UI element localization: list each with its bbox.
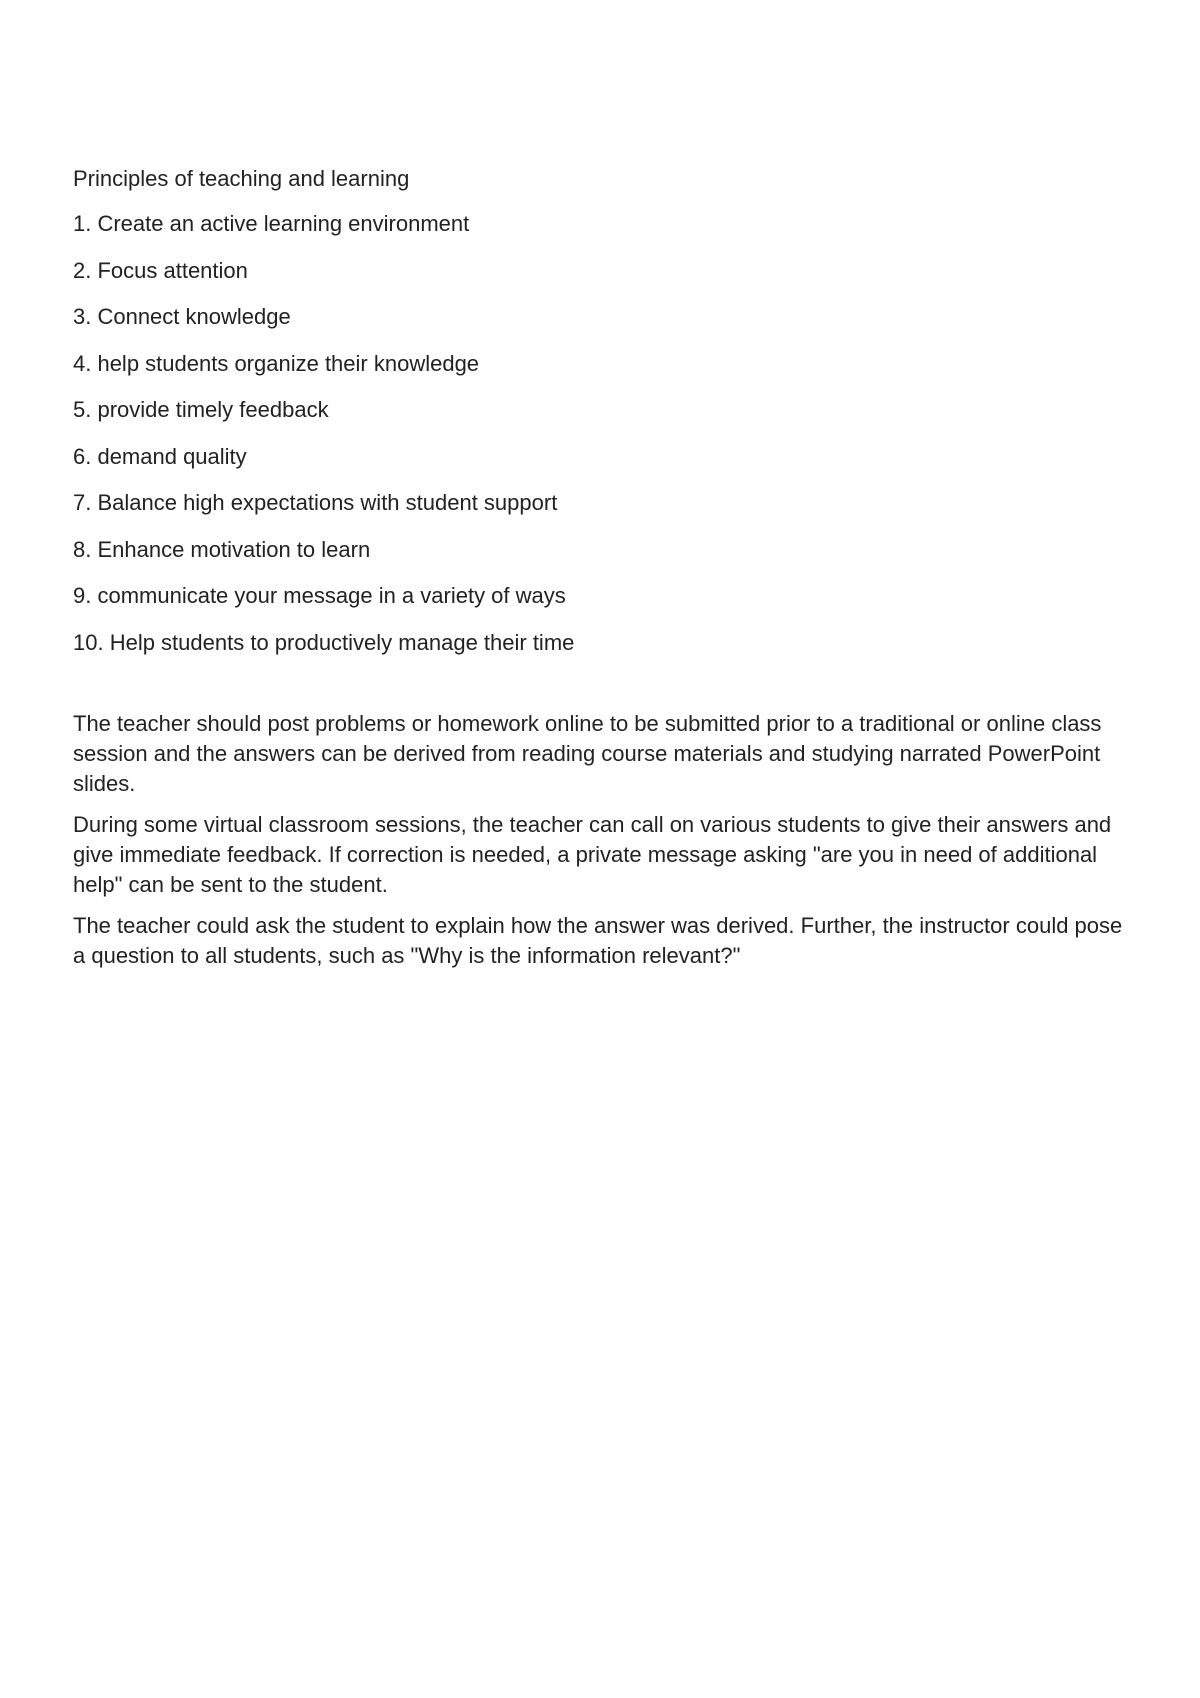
principle-item: 2. Focus attention (73, 257, 248, 283)
principle-item: 5. provide timely feedback (73, 397, 329, 422)
paragraph-homework: The teacher should post problems or homework online to be submitted prior to a traditional or online class session and the answers can be derived from reading course materials and studying narrated PowerPoint slides. (73, 711, 1102, 796)
principle-item: 1. Create an active learning environment (73, 211, 470, 236)
principle-item: 8. Enhance motivation to learn (73, 536, 371, 562)
section-spacer (73, 673, 1128, 709)
paragraph-explanation: The teacher could ask the student to explain how the answer was derived. Further, the instructor could pose a question to all students, such as "Why is the information relevant?" (73, 913, 1123, 968)
document-title: Principles of teaching and learning (73, 166, 410, 191)
principle-item: 4. help students organize their knowledge (73, 350, 480, 376)
principle-item: 9. communicate your message in a variety of ways (73, 583, 566, 608)
principle-item: 6. demand quality (73, 443, 247, 469)
principle-item: 10. Help students to productively manage their time (73, 629, 575, 655)
principle-item: 3. Connect knowledge (73, 304, 291, 329)
principles-list (73, 208, 1128, 659)
principle-item: 7. Balance high expectations with student support (73, 490, 558, 515)
paragraph-virtual-classroom: During some virtual classroom sessions, the teacher can call on various students to give their answers and give immediate feedback. If correction is needed, a private message asking "are you in need of additional help" can be sent to the student. (73, 812, 1112, 897)
